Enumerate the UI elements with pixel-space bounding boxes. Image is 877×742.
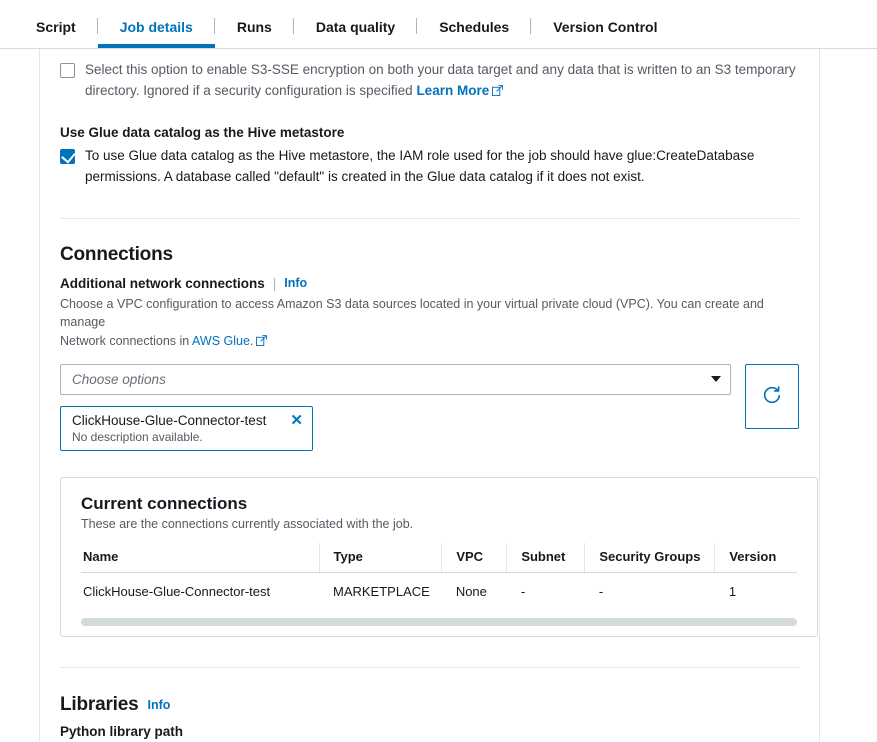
connections-heading: Connections [60, 243, 173, 265]
s3-sse-checkbox[interactable] [60, 63, 75, 78]
tab-schedules[interactable]: Schedules [417, 20, 531, 48]
connections-select-row [60, 364, 799, 451]
table-header-row [81, 543, 797, 573]
selected-connection-sublabel: No description available. [72, 429, 203, 444]
cell-version: 1 [728, 583, 737, 599]
column-header-vpc: VPC [442, 543, 507, 573]
chevron-down-icon [711, 376, 721, 382]
connections-description [60, 295, 799, 352]
table-row [81, 572, 797, 610]
libraries-header [60, 694, 799, 716]
current-connections-box [60, 477, 818, 637]
column-header-subnet: Subnet [507, 543, 585, 573]
connections-description-line1: Choose a VPC configuration to access Amazon S3 data sources located in your virtual private cloud (VPC). You can create and manage [60, 296, 764, 330]
external-link-icon [492, 82, 503, 103]
libraries-heading: Libraries [60, 693, 139, 715]
label-separator: | [272, 275, 277, 291]
network-connections-select[interactable] [60, 364, 731, 395]
hive-metastore-heading: Use Glue data catalog as the Hive metastore [60, 124, 345, 140]
aws-glue-link[interactable]: AWS Glue. [192, 334, 254, 349]
hive-metastore-checkbox[interactable] [60, 149, 75, 164]
connections-description-line2: Network connections in [60, 334, 190, 349]
info-link-connections[interactable]: Info [284, 276, 308, 291]
close-icon[interactable]: ✕ [290, 411, 303, 429]
python-library-path-label: Python library path [60, 723, 184, 739]
network-connections-placeholder: Choose options [72, 371, 166, 387]
job-details-scroll-area[interactable] [0, 49, 877, 742]
info-link-libraries[interactable]: Info [147, 697, 171, 712]
selected-connection-label: ClickHouse-Glue-Connector-test [72, 412, 267, 428]
column-header-name: Name [81, 543, 319, 573]
current-connections-table [81, 543, 797, 610]
refresh-connections-button[interactable] [745, 364, 799, 429]
hive-metastore-option-row[interactable] [60, 146, 799, 188]
divider-1 [60, 218, 799, 219]
hive-metastore-description: To use Glue data catalog as the Hive metastore, the IAM role used for the job should have glue:CreateDatabase permissions. A database called "default" is created in the Glue data catalog if it does not exist. [85, 147, 755, 184]
column-header-security-groups: Security Groups [585, 543, 715, 573]
external-link-icon-glue [256, 333, 267, 352]
divider-2 [60, 667, 799, 668]
tab-script[interactable]: Script [14, 20, 98, 48]
tab-job-details[interactable]: Job details [98, 20, 215, 48]
tab-runs[interactable]: Runs [215, 20, 294, 48]
column-header-version: Version [715, 543, 797, 573]
cell-type: MARKETPLACE [333, 583, 430, 599]
job-details-panel [39, 49, 820, 742]
cell-vpc: None [455, 583, 487, 599]
job-tab-bar [0, 0, 877, 49]
additional-network-connections-label [60, 276, 799, 291]
table-horizontal-scrollbar[interactable] [81, 618, 797, 626]
cell-security-groups: - [598, 583, 604, 599]
cell-name: ClickHouse-Glue-Connector-test [83, 583, 271, 599]
cell-subnet: - [520, 583, 526, 599]
s3-sse-option-row[interactable] [60, 60, 799, 103]
current-connections-title: Current connections [81, 493, 248, 513]
column-header-type: Type [319, 543, 442, 573]
additional-network-connections-text: Additional network connections [60, 275, 265, 291]
selected-connection-token[interactable] [60, 406, 313, 451]
tab-data-quality[interactable]: Data quality [294, 20, 417, 48]
current-connections-subtitle: These are the connections currently associated with the job. [81, 516, 414, 531]
learn-more-link[interactable]: Learn More [416, 82, 490, 98]
s3-sse-description [85, 60, 799, 103]
tab-version-control[interactable]: Version Control [553, 19, 658, 35]
s3-sse-text: Select this option to enable S3-SSE encryption on both your data target and any data that is written to an S3 temporary directory. Ignored if a security configuration is specified [85, 62, 796, 98]
refresh-icon [761, 384, 783, 409]
